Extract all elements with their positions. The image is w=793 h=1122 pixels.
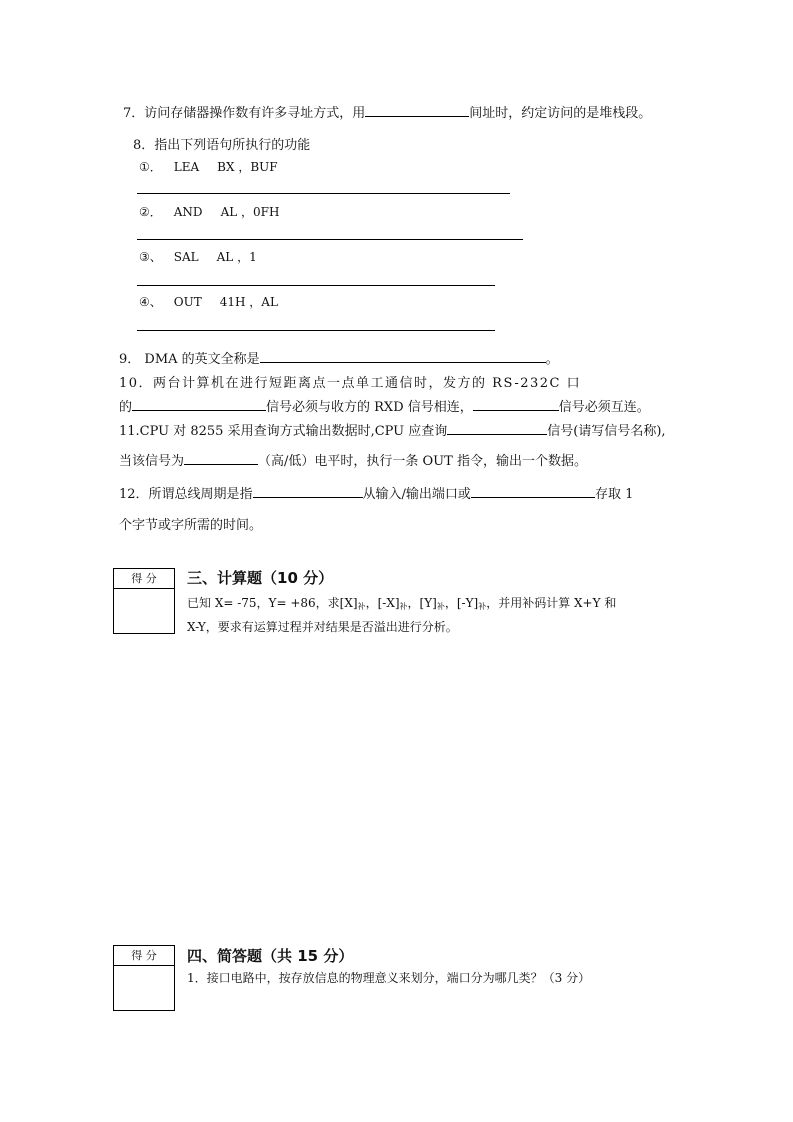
score-box-section-4 [113,945,175,1011]
answer-line-q8-4[interactable] [137,330,495,331]
q8-item-1-num: ①． [139,160,162,174]
subscript-complement: 补 [357,602,366,611]
answer-blank-7[interactable] [365,103,469,117]
q8-item-1-args: BX ，BUF [217,160,278,174]
question-11-text2-post: （高/低）电平时，执行一条 OUT 指令，输出一个数据。 [258,454,587,469]
question-8-title: 8．指出下列语句所执行的功能 [133,138,311,153]
question-7-text-post: 间址时，约定访问的是堆栈段。 [469,106,652,121]
answer-line-q8-2[interactable] [137,239,523,240]
question-11-line2 [119,450,587,469]
question-10-line2 [119,396,650,415]
score-label: 得 分 [114,946,174,966]
subscript-complement: 补 [436,602,445,611]
section-3-text-b: ，[-X] [365,596,400,610]
question-7-text-pre: 7．访问存储器操作数有许多寻址方式，用 [123,106,366,121]
answer-line-q8-1[interactable] [137,193,510,194]
section-3-text-line1 [187,594,616,612]
score-box-section-3 [113,568,175,634]
q8-item-2-num: ②． [139,205,162,219]
answer-blank-11b[interactable] [184,451,258,465]
question-9 [119,348,559,367]
q8-item-4-num: ④、 [139,295,162,309]
q8-item-4 [139,293,278,310]
q8-item-3 [139,248,257,265]
section-3-text-d: ，[-Y] [444,596,479,610]
question-9-text-post: 。 [545,352,559,367]
question-11-text-pre: 11.CPU 对 8255 采用查询方式输出数据时,CPU 应查询 [119,424,448,439]
question-12-line1 [119,483,633,502]
q8-item-1 [139,158,278,175]
q8-item-4-args: 41H ，AL [219,295,278,309]
question-10-line1: 10．两台计算机在进行短距离点一点单工通信时，发方的 RS-232C 口 [119,376,582,391]
q8-item-2-args: AL ，0FH [220,205,280,219]
answer-blank-12b[interactable] [471,484,595,498]
answer-blank-10a[interactable] [132,397,266,411]
question-11-text2-pre: 当该信号为 [119,454,185,469]
section-3-text-line2: X-Y，要求有运算过程并对结果是否溢出进行分析。 [187,620,458,634]
question-12-text-pre: 12．所谓总线周期是指 [119,487,253,502]
score-entry-cell[interactable] [114,589,174,633]
answer-blank-11a[interactable] [447,421,547,435]
answer-blank-12a[interactable] [253,484,363,498]
q8-item-3-args: AL ，1 [216,250,257,264]
question-10-text-mid: 信号必须与收方的 RXD 信号相连， [266,400,473,415]
q8-item-2 [139,203,279,220]
section-3-title: 三、计算题（10 分） [187,569,334,587]
q8-item-3-op: SAL [173,250,199,264]
score-entry-cell[interactable] [114,966,174,1010]
question-12-text-post: 存取 1 [594,487,634,502]
section-3-text-a: 已知 X= -75，Y= +86，求[X] [187,596,358,610]
subscript-complement: 补 [399,602,408,611]
q8-item-3-num: ③、 [139,250,162,264]
score-label: 得 分 [114,569,174,589]
section-3-text-e: ，并用补码计算 X+Y 和 [486,596,617,610]
q8-item-1-op: LEA [173,160,200,174]
section-3-text-c: ，[Y] [407,596,437,610]
section-4-title: 四、简答题（共 15 分） [187,947,354,965]
answer-blank-9[interactable] [260,349,546,363]
subscript-complement: 补 [478,602,487,611]
question-11-line1 [119,420,666,439]
q8-item-2-op: AND [173,205,203,219]
section-4-question-1: 1．接口电路中，按存放信息的物理意义来划分，端口分为哪几类？（3 分） [187,971,591,985]
question-10-text-post: 信号必须互连。 [558,400,650,415]
question-11-text-post: 信号(请写信号名称), [547,424,666,439]
answer-line-q8-3[interactable] [137,285,495,286]
question-10-text-pre: 的 [119,400,133,415]
question-12-line2: 个字节或字所需的时间。 [119,518,263,533]
question-9-text-pre: 9． DMA 的英文全称是 [119,352,260,367]
question-7 [123,102,651,121]
answer-blank-10b[interactable] [473,397,559,411]
question-12-text-mid: 从输入/输出端口或 [362,487,471,502]
q8-item-4-op: OUT [173,295,202,309]
